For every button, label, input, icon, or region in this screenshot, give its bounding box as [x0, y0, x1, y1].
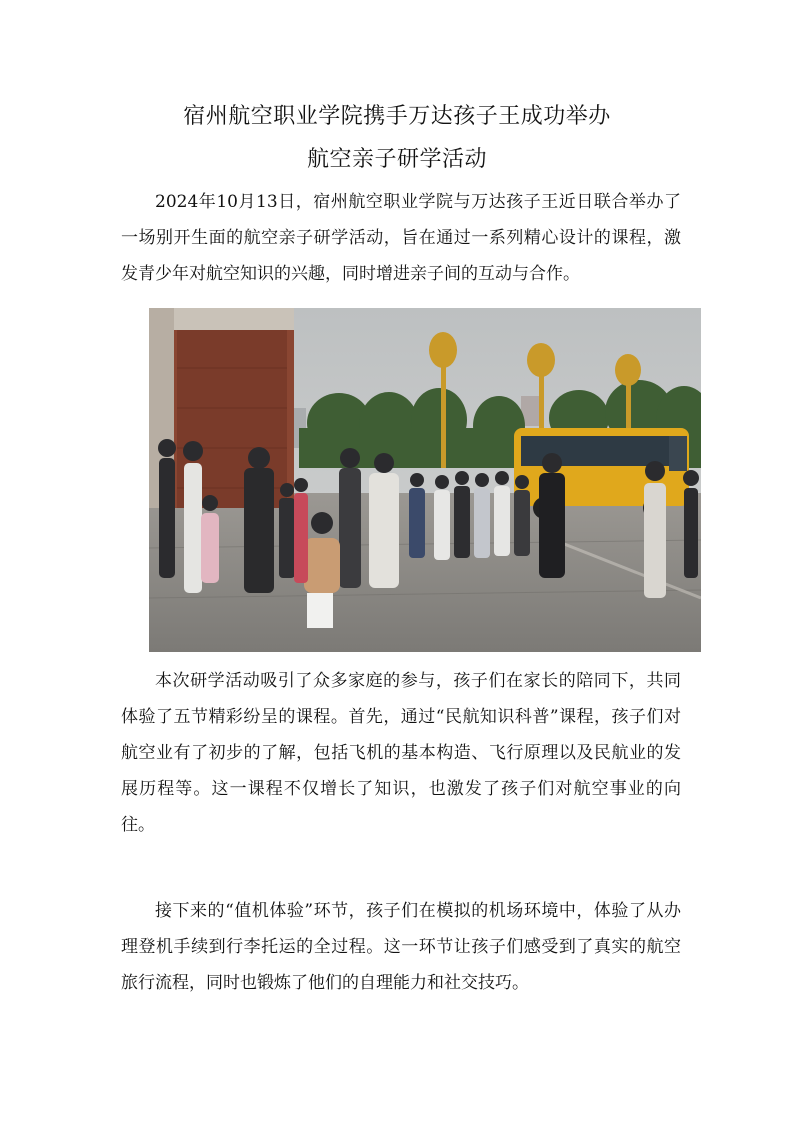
- paragraph-courses: 本次研学活动吸引了众多家庭的参与，孩子们在家长的陪同下，共同体验了五节精彩纷呈的课程。首先，通过“民航知识科普”课程，孩子们对航空业有了初步的了解，包括飞机的基本构造、飞行原理以及民航业的发展历程等。这一课程不仅增长了知识，也激发了孩子们对航空事业的向往。: [121, 671, 681, 835]
- photo-illustration: [149, 308, 701, 652]
- paragraph-checkin: 接下来的“值机体验”环节，孩子们在模拟的机场环境中，体验了从办理登机手续到行李托运的全过程。这一环节让孩子们感受到了真实的航空旅行流程，同时也锻炼了他们的自理能力和社交技巧。: [121, 901, 681, 993]
- article-title-line-2: 航空亲子研学活动: [306, 147, 487, 172]
- paragraph-intro: 2024年10月13日，宿州航空职业学院与万达孩子王近日联合举办了一场别开生面的航空亲子研学活动，旨在通过一系列精心设计的课程，激发青少年对航空知识的兴趣，同时增进亲子间的互动与合作。: [121, 192, 681, 284]
- event-group-photo: [149, 308, 701, 652]
- article-title-line-1: 宿州航空职业学院携手万达孩子王成功举办: [183, 104, 611, 129]
